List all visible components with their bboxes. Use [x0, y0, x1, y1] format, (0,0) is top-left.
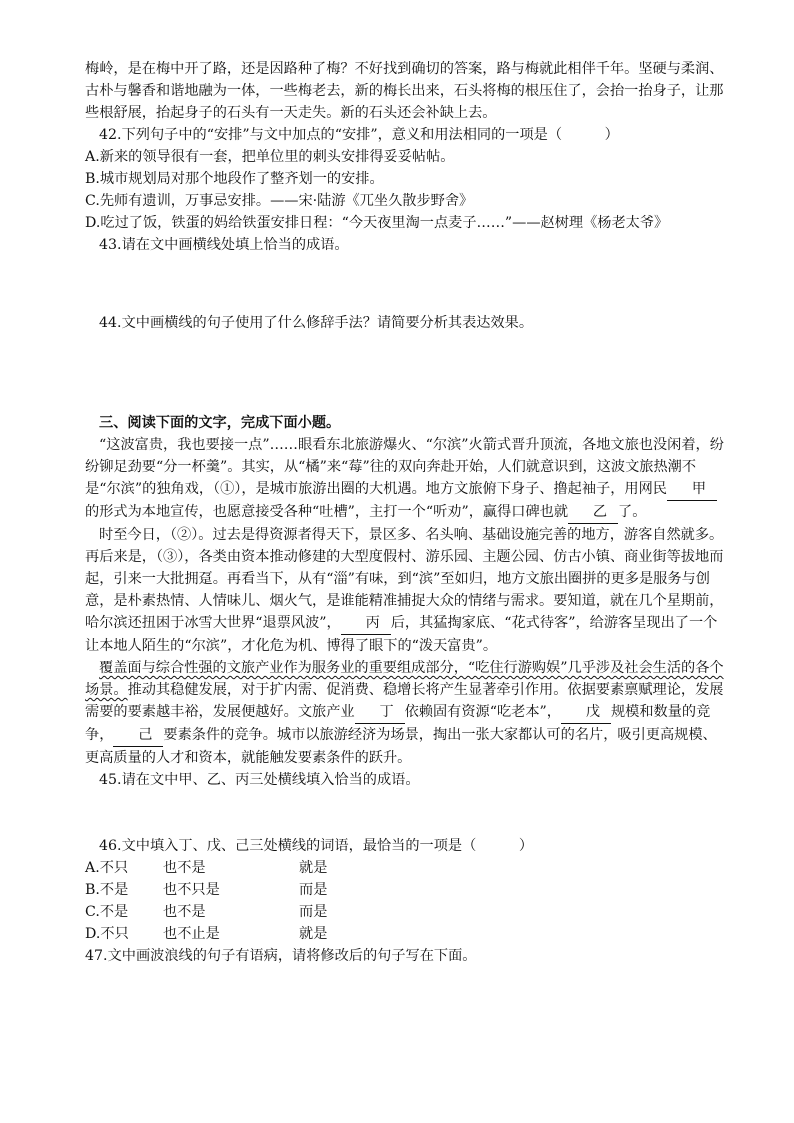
option-a-word-3: 就是 — [299, 860, 328, 876]
passage-paragraph-2 — [85, 524, 725, 657]
section-3-heading: 三、阅读下面的文字，完成下面小题。 — [99, 415, 341, 431]
question-46-option-d — [85, 923, 725, 945]
option-c-word-1: C.不是 — [85, 904, 129, 920]
paragraph-3-text-c: 规模和数量的竞争， — [85, 704, 711, 743]
option-b-word-2: 也不只是 — [163, 882, 220, 898]
option-d-word-1: D.不只 — [85, 926, 129, 942]
question-42-option-d: D.吃过了饭，铁蛋的妈给铁蛋安排日程：“今天夜里淘一点麦子……”——赵树理《杨老太爷》 — [85, 215, 669, 231]
option-b-word-1: B.不是 — [85, 882, 129, 898]
question-42-option-c: C.先师有遗训，万事忌安排。——宋·陆游《兀坐久散步野舍》 — [85, 193, 474, 209]
option-d-word-2: 也不止是 — [163, 926, 220, 942]
question-44-stem: 44.文中画横线的句子使用了什么修辞手法？请简要分析其表达效果。 — [99, 315, 534, 331]
option-a-word-1: A.不只 — [85, 860, 129, 876]
option-b-word-3: 而是 — [299, 882, 328, 898]
paragraph-3-text-a: 推动其稳健发展，对于扩内需、促消费、稳增长将产生显著牵引作用。依据要素禀赋理论，发展需要的要素越丰裕，发展便越好。文旅产业 — [85, 682, 724, 720]
blank-ding: 丁 — [355, 701, 405, 724]
question-42-option-b: B.城市规划局对那个地段作了整齐划一的安排。 — [85, 171, 384, 187]
passage-paragraph-3 — [85, 657, 725, 769]
question-46-option-a — [85, 857, 725, 879]
blank-yi: 乙 — [568, 501, 618, 524]
blank-ji: 己 — [113, 724, 163, 747]
paragraph-1-text-c: 了。 — [618, 504, 647, 520]
answer-space-44 — [85, 334, 725, 412]
question-47-stem: 47.文中画波浪线的句子有语病，请将修改后的句子写在下面。 — [85, 948, 477, 964]
answer-space-45 — [85, 791, 725, 835]
question-45-stem: 45.请在文中甲、乙、丙三处横线填入恰当的成语。 — [99, 772, 420, 788]
option-d-word-3: 就是 — [299, 926, 328, 942]
wavy-underlined-sentence: 覆盖面与综合性强的文旅产业作为服务业的重要组成部分，“吃住行游购娱”几乎涉及社会生活的各个场景。 — [85, 660, 724, 698]
question-43-stem: 43.请在文中画横线处填上恰当的成语。 — [99, 237, 349, 253]
passage-paragraph-1 — [85, 434, 725, 524]
question-42-stem: 42.下列句子中的“安排”与文中加点的“安排”，意义和用法相同的一项是（ ） — [99, 127, 619, 143]
option-a-word-2: 也不是 — [163, 860, 206, 876]
blank-wu: 戊 — [561, 701, 611, 724]
option-c-word-2: 也不是 — [163, 904, 206, 920]
passage-meiling: 梅岭，是在梅中开了路，还是因路种了梅？不好找到确切的答案，路与梅就此相伴千年。坚硬与柔润、古朴与馨香和谐地融为一体，一些梅老去，新的梅长出来，石头将梅的根压住了，会抬一抬身子，让那些根舒展，抬起身子的石头有一天走失。新的石头还会补缺上去。 — [85, 61, 724, 121]
blank-bing: 丙 — [341, 612, 391, 635]
paragraph-3-text-d: 要素条件的竞争。城市以旅游经济为场景，掏出一张大家都认可的名片，吸引更高规模、更高质量的人才和资本，就能触发要素条件的跃升。 — [85, 727, 717, 766]
document-page — [85, 58, 725, 967]
question-42-option-a: A.新来的领导很有一套，把单位里的刺头安排得妥妥帖帖。 — [85, 149, 455, 165]
paragraph-2-text-b: 后，其猛掏家底、“花式待客”，给游客呈现出了一个让本地人陌生的“尔滨”，才化危为机、博得了眼下的“泼天富贵”。 — [85, 615, 718, 654]
question-46-option-c — [85, 901, 725, 923]
blank-jia: 甲 — [667, 478, 717, 501]
paragraph-1-text-a: “这波富贵，我也要接一点”……眼看东北旅游爆火、“尔滨”火箭式晋升顶流，各地文旅也没闲着，纷纷铆足劲要“分一杯羹”。其实，从“橘”来“莓”往的双向奔赴开始，人们就意识到，这波文旅热潮不是“尔滨”的独角戏，（①），是城市旅游出圈的大机遇。地方文旅俯下身子、撸起袖子，用网民 — [85, 437, 724, 497]
paragraph-3-text-b: 依赖固有资源“吃老本”， — [404, 704, 561, 720]
option-c-word-3: 而是 — [299, 904, 328, 920]
question-46-option-b — [85, 879, 725, 901]
paragraph-2-text-a: 时至今日，（②）。过去是得资源者得天下，景区多、名头响、基础设施完善的地方，游客自然就多。再后来是，（③），各类由资本推动修建的大型度假村、游乐园、主题公园、仿古小镇、商业街等拔地而起，引来一大批拥趸。再看当下，从有“淄”有味，到“滨”至如归，地方文旅出圈拼的更多是服务与创意，是朴素热情、人情味儿、烟火气，是谁能精准捕捉大众的情绪与需求。要知道，就在几个星期前，哈尔滨还扭困于冰雪大世界“退票风波”， — [85, 527, 724, 631]
paragraph-1-text-b: 的形式为本地宣传，也愿意接受各种“吐槽”，主打一个“听劝”，赢得口碑也就 — [85, 504, 569, 520]
question-46-stem: 46.文中填入丁、戊、己三处横线的词语，最恰当的一项是（ ） — [99, 838, 534, 854]
answer-space-43 — [85, 256, 725, 312]
